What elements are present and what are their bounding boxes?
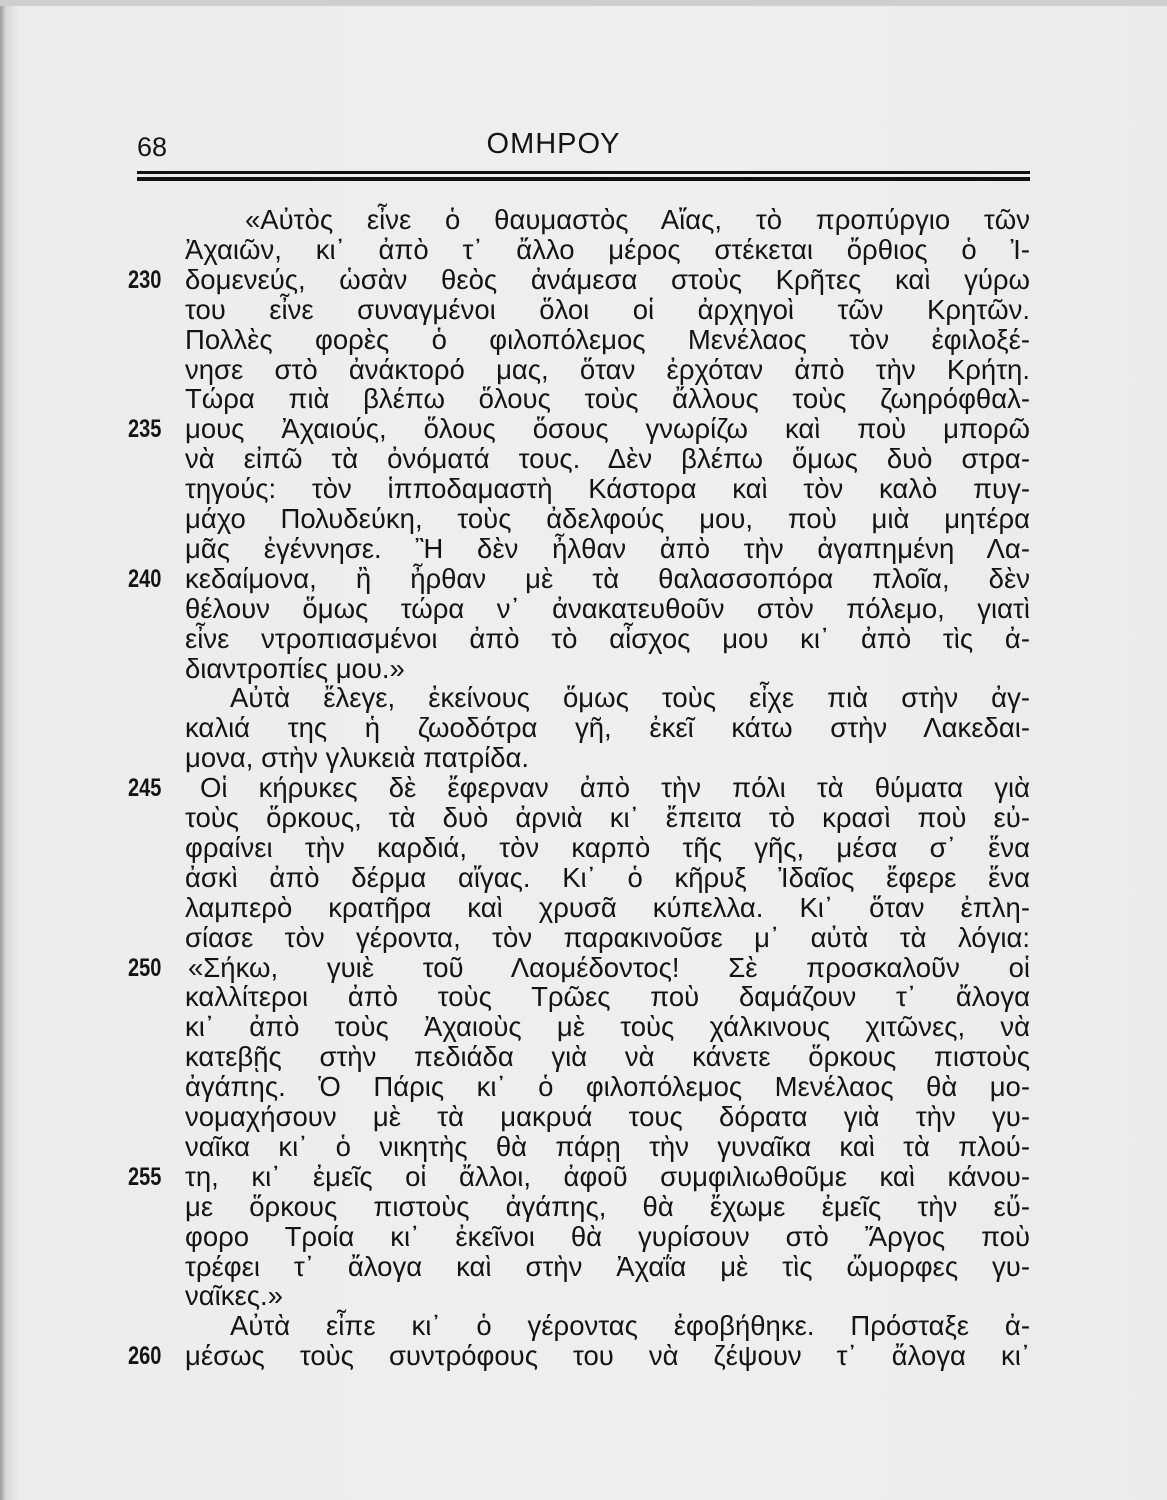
verse-line-number: 250 [128, 953, 162, 982]
text-line [185, 863, 1030, 893]
text-line-content: τη, κι᾽ ἐμεῖς οἱ ἄλλοι, ἀφοῦ συμφιλιωθοῦμε καὶ κάνου- [185, 1160, 1030, 1192]
text-line [185, 893, 1030, 923]
text-line [185, 833, 1030, 863]
text-line-content: σίασε τὸν γέροντα, τὸν παρακινοῦσε μ᾽ αὐτὰ τὰ λόγια: [185, 921, 1030, 953]
text-line-content: κατεβῇς στὴν πεδιάδα γιὰ νὰ κάνετε ὅρκους πιστοὺς [185, 1041, 1030, 1073]
text-line [185, 713, 1030, 743]
text-line-content: νησε στὸ ἀνάκτορό μας, ὅταν ἐρχόταν ἀπὸ τὴν Κρήτη. [185, 353, 1030, 385]
text-line [185, 654, 1030, 684]
verse-line-number: 240 [128, 564, 162, 593]
running-title-text: ΟΜΗΡΟΥ [486, 128, 621, 160]
text-line [188, 953, 1030, 983]
text-line [185, 474, 1030, 504]
text-line [185, 235, 1030, 265]
header-rule-bottom [137, 177, 1030, 181]
text-line-content: τοὺς ὅρκους, τὰ δυὸ ἀρνιὰ κι᾽ ἔπειτα τὸ κρασὶ ποὺ εὐ- [185, 802, 1030, 833]
text-line [185, 295, 1030, 325]
text-line-content: Αὐτὰ εἶπε κι᾽ ὁ γέροντας ἐφοβήθηκε. Πρόσταξε ἀ- [230, 1310, 1030, 1342]
text-line [185, 1072, 1030, 1102]
text-line [185, 1252, 1030, 1282]
text-line [185, 743, 1030, 773]
text-line [185, 414, 1030, 444]
text-line-content: τρέφει τ᾽ ἄλογα καὶ στὴν Ἀχαΐα μὲ τὶς ὤμορφες γυ- [185, 1250, 1030, 1282]
text-line-content: φραίνει τὴν καρδιά, τὸν καρπὸ τῆς γῆς, μέσα σ᾽ ἕνα [185, 831, 1030, 863]
text-line-content: διαντροπίες μου.» [185, 652, 405, 684]
text-line-content: «Αὐτὸς εἶνε ὁ θαυμαστὸς Αἴας, τὸ προπύργιο τῶν [245, 204, 1030, 235]
text-line [185, 1102, 1030, 1132]
text-line-content: του εἶνε συναγμένοι ὅλοι οἱ ἀρχηγοὶ τῶν Κρητῶν. [185, 293, 1030, 325]
text-line [185, 594, 1030, 624]
text-line-content: καλιά της ἡ ζωοδότρα γῆ, ἐκεῖ κάτω στὴν Λακεδαι- [185, 712, 1030, 744]
text-line [185, 1222, 1030, 1252]
text-line-content: Ἀχαιῶν, κι᾽ ἀπὸ τ᾽ ἄλλο μέρος στέκεται ὄρθιος ὁ Ἰ- [185, 233, 1030, 265]
text-line-content: Τώρα πιὰ βλέπω ὅλους τοὺς ἄλλους τοὺς ζωηρόφθαλ- [185, 383, 1030, 415]
text-line-content: Αὐτὰ ἔλεγε, ἐκείνους ὅμως τοὺς εἶχε πιὰ στὴν ἀγ- [230, 682, 1030, 714]
text-line [185, 624, 1030, 654]
text-line-content: «Σήκω, γυιὲ τοῦ Λαομέδοντος! Σὲ προσκαλοῦν οἱ [188, 951, 1030, 983]
page-top-edge [0, 0, 1167, 6]
text-line-content: με ὅρκους πιστοὺς ἀγάπης, θὰ ἔχωμε ἐμεῖς τὴν εὔ- [185, 1190, 1030, 1222]
text-line [185, 355, 1030, 385]
text-line-content: Οἱ κήρυκες δὲ ἔφερναν ἀπὸ τὴν πόλι τὰ θύματα γιὰ [200, 772, 1030, 804]
text-line [185, 1012, 1030, 1042]
text-line-content: κι᾽ ἀπὸ τοὺς Ἀχαιοὺς μὲ τοὺς χάλκινους χιτῶνες, νὰ [185, 1011, 1030, 1043]
text-line [185, 325, 1030, 355]
text-line [185, 1192, 1030, 1222]
text-line-content: δομενεύς, ὡσὰν θεὸς ἀνάμεσα στοὺς Κρῆτες καὶ γύρω [185, 263, 1030, 295]
text-line [185, 564, 1030, 594]
text-line [185, 1132, 1030, 1162]
text-line [185, 982, 1030, 1012]
text-line [245, 205, 1030, 235]
verse-line-number: 255 [128, 1162, 162, 1191]
text-line-content: τηγούς: τὸν ἱπποδαμαστὴ Κάστορα καὶ τὸν καλὸ πυγ- [185, 473, 1030, 505]
text-line [185, 444, 1030, 474]
text-line-content: ναῖκες.» [185, 1280, 283, 1312]
text-line [230, 683, 1030, 713]
text-line [185, 923, 1030, 953]
text-line-content: ἀγάπης. Ὁ Πάρις κι᾽ ὁ φιλοπόλεμος Μενέλαος θὰ μο- [185, 1071, 1030, 1103]
text-line-content: μονα, στὴν γλυκειὰ πατρίδα. [185, 742, 530, 774]
text-line-content: ἀσκὶ ἀπὸ δέρμα αἴγας. Κι᾽ ὁ κῆρυξ Ἰδαῖος ἔφερε ἕνα [185, 861, 1030, 893]
text-line [185, 265, 1030, 295]
text-line-content: μάχο Πολυδεύκη, τοὺς ἀδελφούς μου, ποὺ μιὰ μητέρα [185, 503, 1030, 534]
text-line [200, 773, 1030, 803]
text-line-content: καλλίτεροι ἀπὸ τοὺς Τρῶες ποὺ δαμάζουν τ᾽ ἄλογα [185, 981, 1030, 1013]
text-line [185, 1162, 1030, 1192]
text-line-content: ναῖκα κι᾽ ὁ νικητὴς θὰ πάρῃ τὴν γυναῖκα καὶ τὰ πλού- [185, 1130, 1030, 1162]
text-line-content: Πολλὲς φορὲς ὁ φιλοπόλεμος Μενέλαος τὸν ἐφιλοξέ- [185, 323, 1030, 355]
header-rule-top [137, 171, 1030, 174]
text-line-content: φορο Τροία κι᾽ ἐκεῖνοι θὰ γυρίσουν στὸ Ἄργος ποὺ [185, 1220, 1030, 1252]
text-line-content: κεδαίμονα, ἢ ἦρθαν μὲ τὰ θαλασσοπόρα πλοῖα, δὲν [185, 562, 1030, 594]
text-line [185, 1341, 1030, 1371]
text-line [185, 384, 1030, 414]
page-number: 68 [137, 132, 168, 162]
text-line [185, 1281, 1030, 1311]
text-line-content: θέλουν ὅμως τώρα ν᾽ ἀνακατευθοῦν στὸν πόλεμο, γιατὶ [185, 592, 1030, 624]
verse-line-number: 245 [128, 774, 162, 803]
text-line-content: νομαχήσουν μὲ τὰ μακρυά τους δόρατα γιὰ τὴν γυ- [185, 1101, 1030, 1132]
text-line-content: μᾶς ἐγέννησε. Ἢ δὲν ἦλθαν ἀπὸ τὴν ἀγαπημένη Λα- [185, 532, 1030, 564]
text-line [185, 504, 1030, 534]
text-line [185, 1042, 1030, 1072]
running-title [0, 128, 1167, 161]
text-line-content: εἶνε ντροπιασμένοι ἀπὸ τὸ αἶσχος μου κι᾽ ἀπὸ τὶς ἀ- [185, 622, 1030, 654]
text-line [185, 534, 1030, 564]
verse-line-number: 230 [128, 265, 162, 294]
text-line-content: λαμπερὸ κρατῆρα καὶ χρυσᾶ κύπελλα. Κι᾽ ὅταν ἐπλη- [185, 891, 1030, 923]
text-line [230, 1311, 1030, 1341]
text-line-content: νὰ εἰπῶ τὰ ὀνόματά τους. Δὲν βλέπω ὅμως δυὸ στρα- [185, 443, 1030, 475]
text-line-content: μέσως τοὺς συντρόφους του νὰ ζέψουν τ᾽ ἄλογα κι᾽ [185, 1340, 1030, 1372]
text-line-content: μους Ἀχαιούς, ὅλους ὅσους γνωρίζω καὶ ποὺ μπορῶ [185, 413, 1030, 445]
text-line [185, 803, 1030, 833]
verse-line-number: 235 [128, 415, 162, 444]
verse-line-number: 260 [128, 1342, 162, 1371]
